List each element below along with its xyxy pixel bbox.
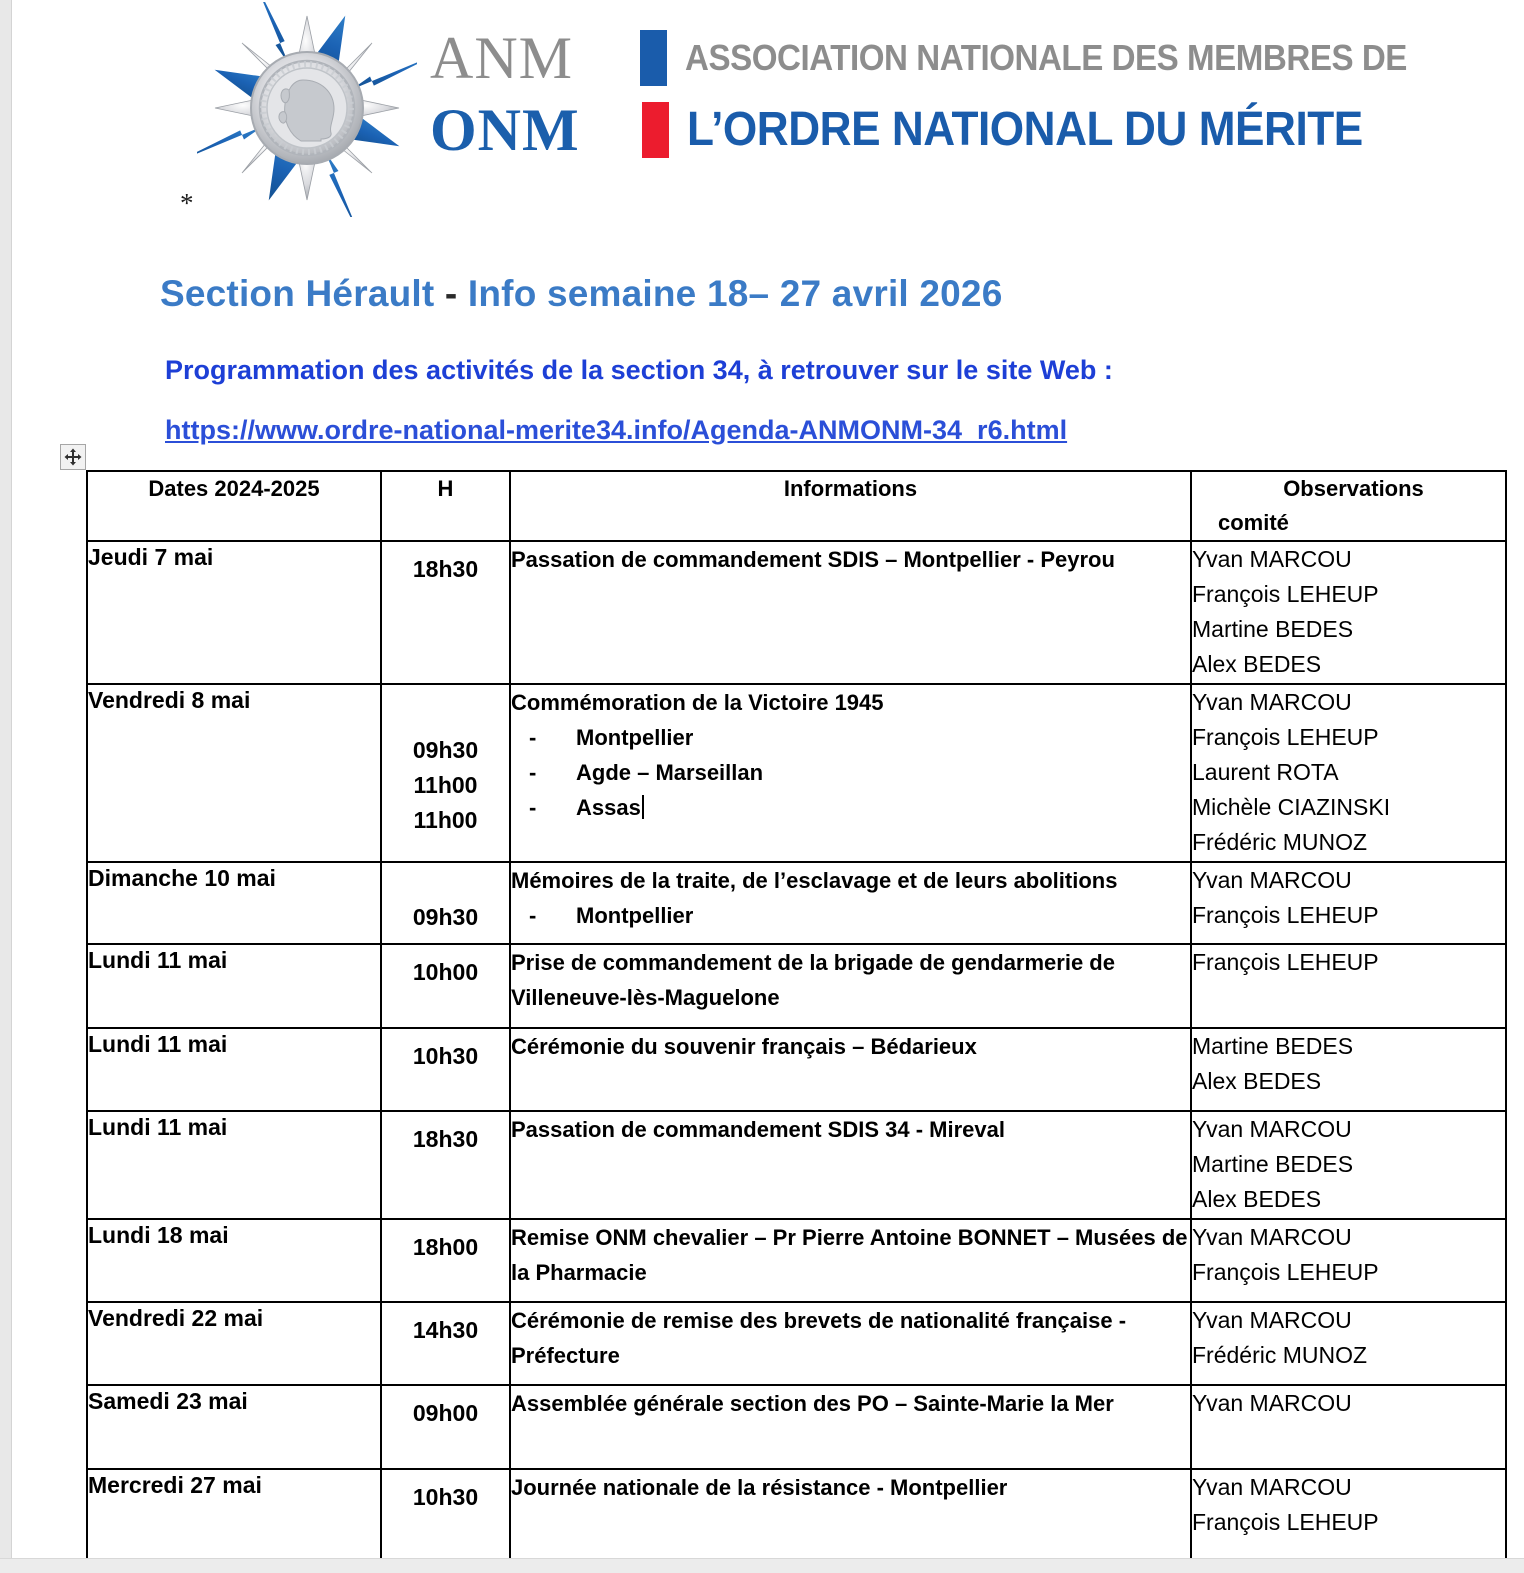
info-title: Journée nationale de la résistance - Montpellier (511, 1475, 1008, 1500)
logo-row-anm (430, 22, 1470, 94)
time-value: 09h00 (412, 1400, 479, 1426)
info-title: Cérémonie du souvenir français – Bédarieux (511, 1034, 977, 1059)
cell-time[interactable] (381, 1385, 510, 1469)
cell-date[interactable]: Lundi 18 mai (87, 1219, 381, 1302)
cell-time[interactable] (381, 541, 510, 684)
dash-bullet-icon: - (529, 795, 537, 820)
cell-observations[interactable] (1191, 1385, 1506, 1469)
left-margin-gutter (0, 0, 12, 1560)
column-header-informations: Informations (510, 471, 1191, 541)
document-header (12, 0, 1512, 235)
table-row (87, 1028, 1506, 1111)
committee-member: François LEHEUP (1192, 1509, 1379, 1535)
time-value: 09h30 (412, 904, 479, 930)
cell-date[interactable]: Samedi 23 mai (87, 1385, 381, 1469)
cell-date[interactable]: Lundi 11 mai (87, 1111, 381, 1219)
info-sub-item: - Montpellier (511, 898, 1190, 933)
cell-time[interactable] (381, 684, 510, 862)
cell-informations[interactable] (510, 1028, 1191, 1111)
cell-informations[interactable] (510, 1111, 1191, 1219)
committee-member: Martine BEDES (1192, 616, 1354, 642)
column-header-time: H (381, 471, 510, 541)
page-title-prefix: Section Hérault (160, 273, 445, 314)
agenda-table (86, 470, 1507, 1570)
table-row (87, 1219, 1506, 1302)
committee-member: François LEHEUP (1192, 902, 1379, 928)
committee-member: Yvan MARCOU (1192, 1390, 1352, 1416)
time-value: 10h30 (412, 1484, 479, 1510)
cell-time[interactable] (381, 944, 510, 1028)
committee-member: Laurent ROTA (1192, 759, 1339, 785)
committee-member: François LEHEUP (1192, 1259, 1379, 1285)
cell-informations[interactable] (510, 944, 1191, 1028)
page-title (160, 272, 1003, 316)
agenda-web-link[interactable]: https://www.ordre-national-merite34.info/Agenda-ANMONM-34_r6.html (165, 415, 1068, 445)
cell-date[interactable]: Lundi 11 mai (87, 1028, 381, 1111)
cell-informations[interactable] (510, 862, 1191, 944)
committee-member: Martine BEDES (1192, 1151, 1354, 1177)
cell-date[interactable]: Lundi 11 mai (87, 944, 381, 1028)
table-row (87, 1385, 1506, 1469)
time-value: 18h30 (412, 556, 479, 582)
cell-observations[interactable] (1191, 684, 1506, 862)
time-value: 10h00 (412, 959, 479, 985)
table-header-row (87, 471, 1506, 541)
cell-time[interactable] (381, 1219, 510, 1302)
document-page (12, 0, 1524, 1558)
info-title: Prise de commandement de la brigade de gendarmerie de Villeneuve-lès-Maguelone (511, 950, 1115, 1010)
bottom-gutter (0, 1558, 1524, 1573)
cell-informations[interactable] (510, 1385, 1191, 1469)
cell-time[interactable] (381, 1469, 510, 1569)
logo-row-onm (430, 94, 1470, 166)
cell-informations[interactable] (510, 684, 1191, 862)
cell-time[interactable] (381, 1111, 510, 1219)
logo-acronym-anm: ANM (430, 25, 574, 91)
cell-time[interactable] (381, 1028, 510, 1111)
cell-informations[interactable] (510, 1469, 1191, 1569)
info-sub-item: - Agde – Marseillan (511, 755, 1190, 790)
cell-observations[interactable] (1191, 1111, 1506, 1219)
table-row (87, 1302, 1506, 1385)
time-value: 10h30 (412, 1043, 479, 1069)
cell-date[interactable]: Vendredi 8 mai (87, 684, 381, 862)
cell-informations[interactable] (510, 541, 1191, 684)
table-row (87, 1469, 1506, 1569)
info-title: Passation de commandement SDIS – Montpellier - Peyrou (511, 547, 1115, 572)
table-row (87, 944, 1506, 1028)
cell-date[interactable]: Mercredi 27 mai (87, 1469, 381, 1569)
logo-acronym-onm: ONM (430, 97, 580, 163)
info-title: Cérémonie de remise des brevets de nationalité française - Préfecture (511, 1308, 1127, 1368)
info-title: Assemblée générale section des PO – Sainte-Marie la Mer (511, 1391, 1114, 1416)
logo-bar-blue (640, 30, 667, 86)
time-value: 11h00 (413, 772, 478, 798)
subtitle-text: Programmation des activités de la section 34, à retrouver sur le site Web : (165, 355, 1113, 385)
info-title: Remise ONM chevalier – Pr Pierre Antoine BONNET – Musées de la Pharmacie (511, 1225, 1188, 1285)
column-header-observations-line2: comité (1218, 510, 1289, 535)
committee-member: Alex BEDES (1192, 1186, 1322, 1212)
dash-bullet-icon: - (529, 903, 537, 928)
cell-observations[interactable] (1191, 1469, 1506, 1569)
cell-time[interactable] (381, 1302, 510, 1385)
dash-bullet-icon: - (529, 760, 537, 785)
cell-date[interactable]: Jeudi 7 mai (87, 541, 381, 684)
anm-onm-logo (430, 22, 1470, 166)
time-value: 14h30 (412, 1317, 479, 1343)
dash-bullet-icon: - (529, 725, 537, 750)
logo-bar-red (642, 102, 669, 158)
committee-member: Frédéric MUNOZ (1192, 1342, 1368, 1368)
committee-member: Alex BEDES (1192, 1068, 1322, 1094)
committee-member: Yvan MARCOU (1192, 1116, 1352, 1142)
cell-informations[interactable] (510, 1302, 1191, 1385)
cell-observations[interactable] (1191, 1302, 1506, 1385)
committee-member: Frédéric MUNOZ (1192, 829, 1368, 855)
cell-observations[interactable] (1191, 541, 1506, 684)
committee-member: Michèle CIAZINSKI (1192, 794, 1391, 820)
table-row (87, 684, 1506, 862)
info-title: Mémoires de la traite, de l’esclavage et de leurs abolitions (511, 868, 1118, 893)
cell-time[interactable] (381, 862, 510, 944)
time-value: 09h30 (412, 737, 479, 763)
logo-line-ordre: L’ORDRE NATIONAL DU MÉRITE (687, 103, 1363, 156)
cell-date[interactable]: Vendredi 22 mai (87, 1302, 381, 1385)
cell-observations[interactable] (1191, 1219, 1506, 1302)
committee-member: Yvan MARCOU (1192, 689, 1352, 715)
cell-observations[interactable] (1191, 944, 1506, 1028)
time-value: 18h00 (412, 1234, 479, 1260)
column-header-observations-line1: Observations (1283, 476, 1424, 501)
logo-line-association: ASSOCIATION NATIONALE DES MEMBRES DE (685, 37, 1408, 78)
cell-informations[interactable] (510, 1219, 1191, 1302)
table-row (87, 862, 1506, 944)
asterisk-marker: * (180, 188, 194, 218)
committee-member: Martine BEDES (1192, 1033, 1354, 1059)
cell-observations[interactable] (1191, 1028, 1506, 1111)
table-move-handle[interactable] (60, 444, 86, 470)
move-handle-icon (64, 448, 82, 466)
table-row (87, 541, 1506, 684)
text-cursor (642, 795, 644, 819)
info-title: Passation de commandement SDIS 34 - Mireval (511, 1117, 1005, 1142)
cell-observations[interactable] (1191, 862, 1506, 944)
committee-member: Yvan MARCOU (1192, 867, 1352, 893)
info-sub-item: - Montpellier (511, 720, 1190, 755)
page-title-suffix: Info semaine 18– 27 avril 2026 (457, 273, 1003, 314)
committee-member: Yvan MARCOU (1192, 1307, 1352, 1333)
page-title-dash: - (444, 273, 458, 314)
committee-member: François LEHEUP (1192, 581, 1379, 607)
time-value: 18h30 (412, 1126, 479, 1152)
committee-member: Alex BEDES (1192, 651, 1322, 677)
time-value: 11h00 (413, 807, 478, 833)
committee-member: Yvan MARCOU (1192, 546, 1352, 572)
committee-member: François LEHEUP (1192, 724, 1379, 750)
committee-member: Yvan MARCOU (1192, 1224, 1352, 1250)
onm-medal-icon (197, 2, 417, 217)
info-sub-item: - Assas (511, 790, 1190, 825)
committee-member: Yvan MARCOU (1192, 1474, 1352, 1500)
cell-date[interactable]: Dimanche 10 mai (87, 862, 381, 944)
table-row (87, 1111, 1506, 1219)
agenda-table-body (87, 541, 1506, 1569)
column-header-observations (1191, 471, 1506, 541)
info-title: Commémoration de la Victoire 1945 (511, 690, 884, 715)
column-header-dates: Dates 2024-2025 (87, 471, 381, 541)
committee-member: François LEHEUP (1192, 949, 1379, 975)
